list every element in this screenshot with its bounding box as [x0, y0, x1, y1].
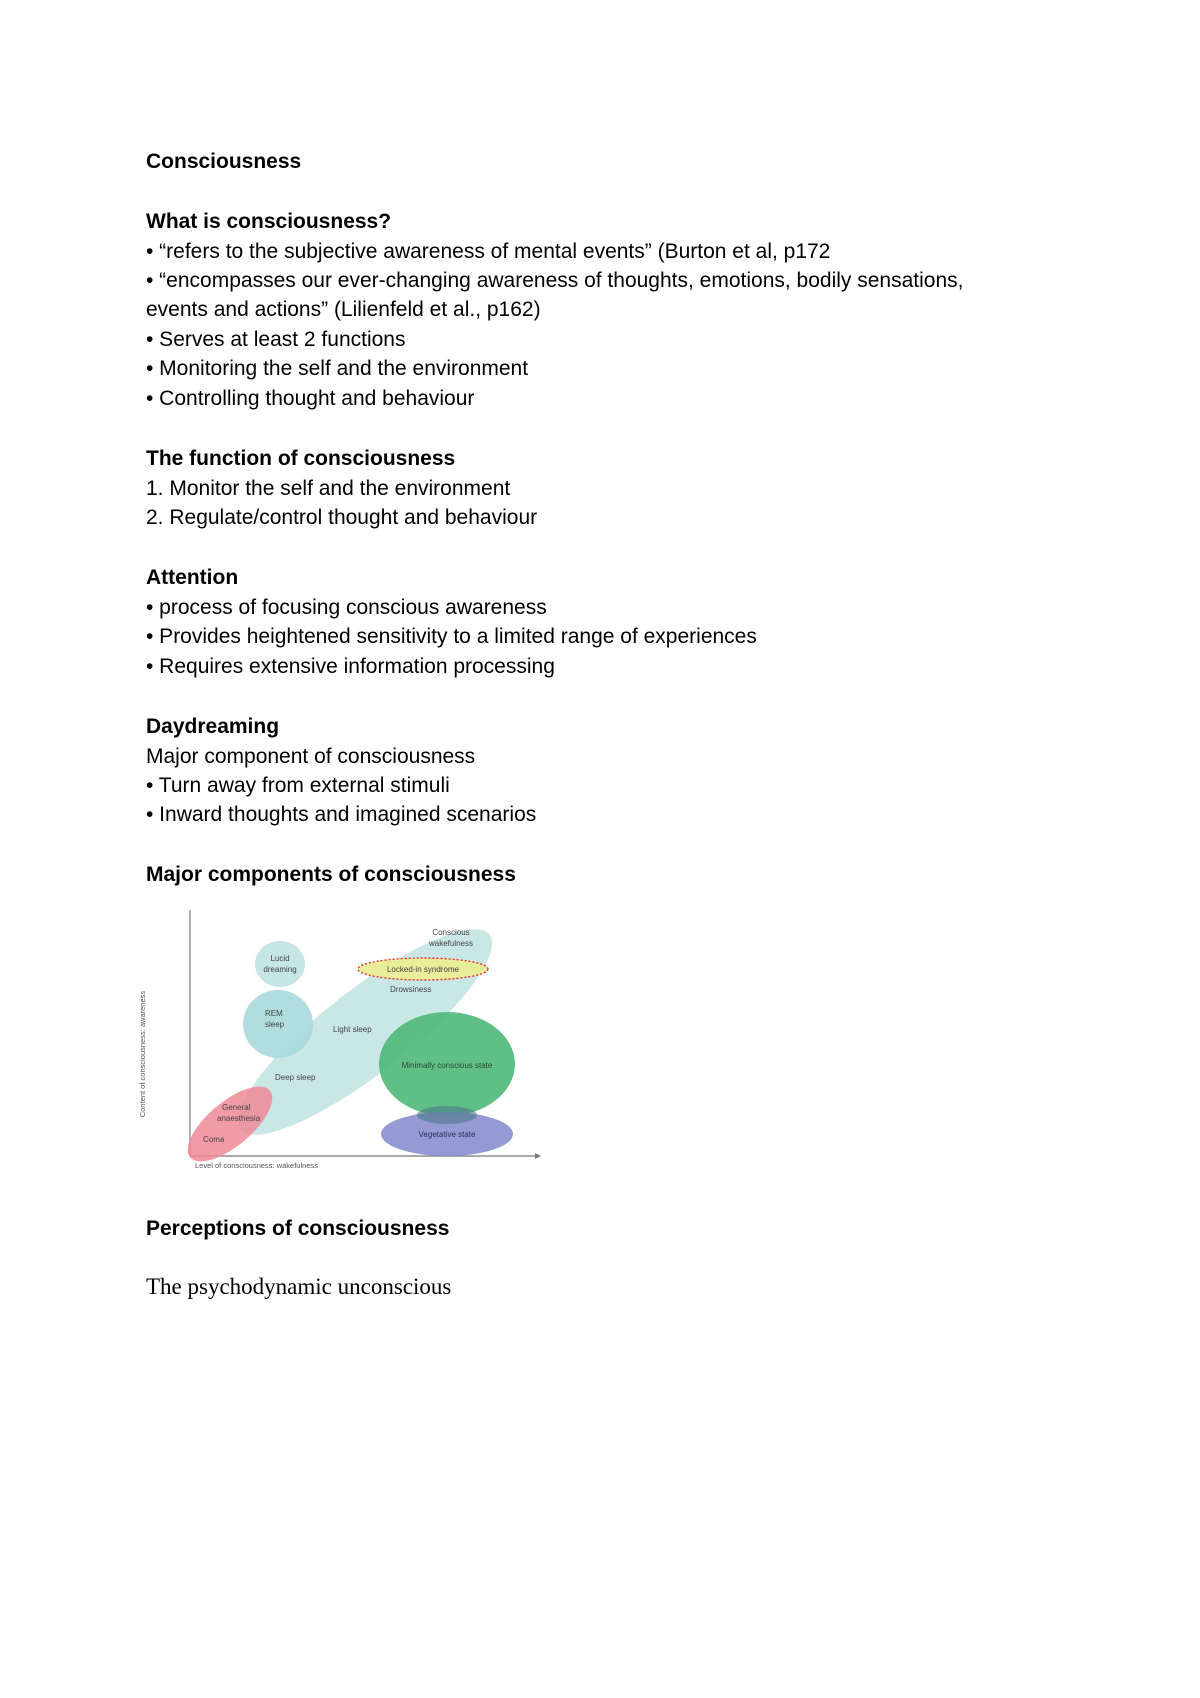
list-item: • Inward thoughts and imagined scenarios — [146, 803, 537, 826]
section-heading-function: The function of consciousness — [146, 447, 456, 470]
list-item: • Controlling thought and behaviour — [146, 387, 475, 410]
section-heading-attention: Attention — [146, 566, 239, 589]
list-item: • Turn away from external stimuli — [146, 774, 450, 797]
label-general-anaesthesia: General — [222, 1103, 251, 1112]
overlap-region — [417, 1106, 477, 1124]
y-axis-label: Content of consciousness: awareness — [138, 990, 147, 1118]
label-lucid-dreaming: Lucid — [270, 954, 290, 963]
list-item: • “encompasses our ever-changing awareness of thoughts, emotions, bodily sensations, — [146, 269, 964, 292]
label-conscious-wakefulness: Conscious — [432, 928, 470, 937]
label-lucid-dreaming: dreaming — [263, 965, 297, 974]
label-conscious-wakefulness: wakefulness — [428, 939, 474, 948]
list-item: • Provides heightened sensitivity to a limited range of experiences — [146, 625, 757, 648]
list-item: • Requires extensive information processing — [146, 655, 555, 678]
label-vegetative-state: Vegetative state — [418, 1130, 476, 1139]
section-heading-what-is: What is consciousness? — [146, 210, 392, 233]
document-title: Consciousness — [146, 150, 302, 173]
label-light-sleep: Light sleep — [333, 1025, 372, 1034]
subheading-psychodynamic: The psychodynamic unconscious — [146, 1274, 452, 1299]
list-item: • Monitoring the self and the environment — [146, 357, 529, 380]
section-heading-components: Major components of consciousness — [146, 863, 516, 886]
x-axis-arrow — [535, 1153, 541, 1159]
list-item: • process of focusing conscious awareness — [146, 596, 547, 619]
label-general-anaesthesia: anaesthesia — [217, 1114, 261, 1123]
label-deep-sleep: Deep sleep — [275, 1073, 316, 1082]
label-drowsiness: Drowsiness — [390, 985, 432, 994]
list-item: 1. Monitor the self and the environment — [146, 477, 511, 500]
label-locked-in-syndrome: Locked-in syndrome — [386, 965, 460, 974]
label-minimally-conscious-state: Minimally conscious state — [401, 1061, 493, 1070]
paragraph: Major component of consciousness — [146, 745, 476, 768]
lucid-dreaming-region — [255, 941, 305, 987]
label-coma: Coma — [203, 1135, 225, 1144]
section-heading-perceptions: Perceptions of consciousness — [146, 1217, 450, 1240]
list-item: 2. Regulate/control thought and behaviour — [146, 506, 538, 529]
list-item: • Serves at least 2 functions — [146, 328, 406, 351]
label-rem-sleep: REM — [265, 1009, 283, 1018]
consciousness-components-figure — [138, 902, 545, 1174]
list-item-continuation: events and actions” (Lilienfeld et al., p162) — [146, 298, 541, 321]
x-axis-label: Level of consciousness: wakefulness — [195, 1161, 318, 1170]
section-heading-daydreaming: Daydreaming — [146, 715, 280, 738]
label-rem-sleep: sleep — [265, 1020, 285, 1029]
list-item: • “refers to the subjective awareness of mental events” (Burton et al, p172 — [146, 240, 831, 263]
